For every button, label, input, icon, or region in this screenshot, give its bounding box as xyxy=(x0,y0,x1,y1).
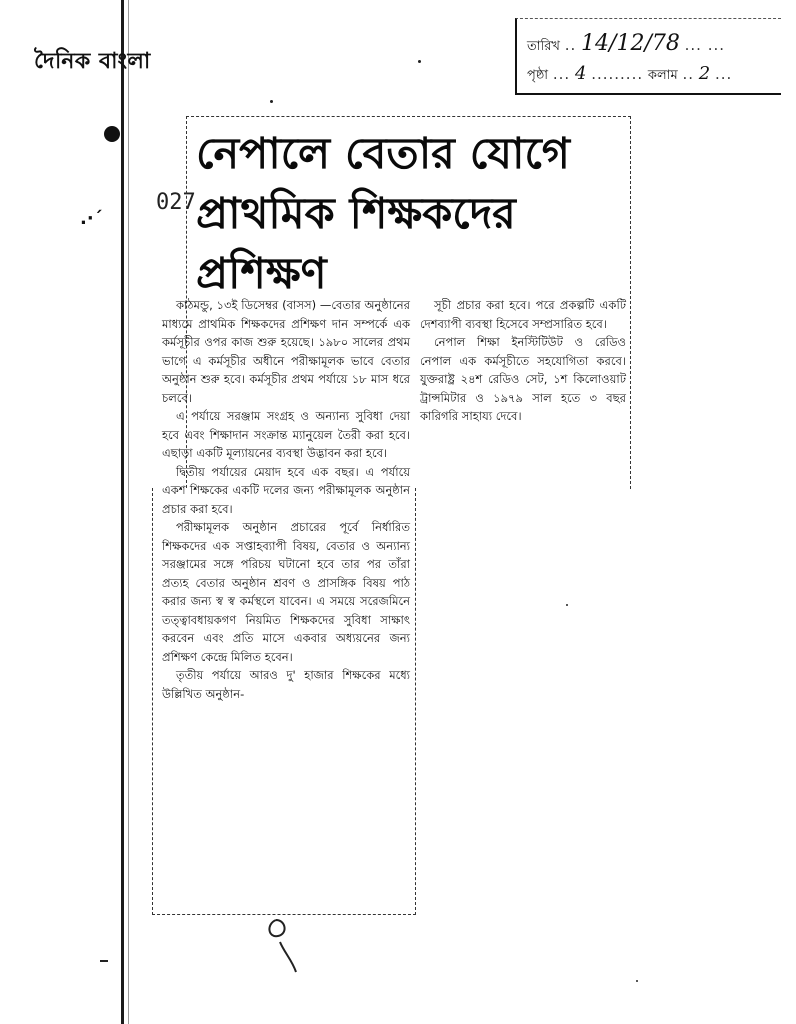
stamp-date-label: তারিখ xyxy=(527,39,560,54)
stamp-date-value: 14/12/78 xyxy=(581,31,680,56)
archive-stamp xyxy=(515,18,781,95)
article-headline: নেপালে বেতার যোগে প্রাথমিক শিক্ষকদের প্রশিক্ষণ xyxy=(196,129,570,299)
ink-speck xyxy=(418,60,421,63)
margin-line xyxy=(121,0,124,1024)
article-column-right xyxy=(420,296,626,426)
ink-speck xyxy=(566,604,568,606)
stamp-page-label: পৃষ্ঠা xyxy=(527,68,549,83)
stamp-date-row: তারিখ .. 14/12/78 ... ... xyxy=(527,31,726,56)
stamp-page-row: পৃষ্ঠা ... 4 ......... কলাম .. 2 ... xyxy=(527,63,733,84)
article-paragraph: তৃতীয় পর্যায়ে আরও দু' হাজার শিক্ষকের মধ্যে উল্লিখিত অনুষ্ঠান- xyxy=(162,668,410,701)
punch-hole xyxy=(104,126,120,142)
ink-dots: .·´ xyxy=(80,208,103,229)
clipping-reference-number: 027 xyxy=(156,190,196,215)
article-paragraph: এ পর্যায়ে সরঞ্জাম সংগ্রহ ও অন্যান্য সুবিধা দেয়া হবে এবং শিক্ষাদান সংক্রান্ত ম্যানুয়েল তৈরী করা হবে। এছাড়া একটি মূল্যায়নের ব্যবস্থা উদ্ভাবন করা হবে। xyxy=(162,409,410,460)
margin-line-thin xyxy=(128,0,129,1024)
stamp-page-value: 4 xyxy=(574,63,587,84)
article-paragraph: সূচী প্রচার করা হবে। পরে প্রকল্পটি একটি দেশব্যাপী ব্যবস্থা হিসেবে সম্প্রসারিত হবে। xyxy=(420,298,626,331)
ink-speck xyxy=(270,100,273,103)
margin-tick xyxy=(100,960,108,962)
stamp-column-value: 2 xyxy=(698,63,711,84)
newspaper-name: দৈনিক বাংলা xyxy=(34,49,151,74)
pen-scribble-mark xyxy=(262,912,306,978)
article-paragraph: কাঠমন্ডু, ১৩ই ডিসেম্বর (বাসস) —বেতার অনুষ্ঠানের মাধ্যমে প্রাথমিক শিক্ষকদের প্রশিক্ষণ দান সম্পর্কে এক কর্মসূচীর ওপর কাজ শুরু হয়েছে। ১৯৮০ সালের প্রথম ভাগে এ কর্মসূচীর অধীনে পরীক্ষামূলক ভাবে বেতার অনুষ্ঠান শুরু হবে। কর্মসূচীর প্রথম পর্যায়ে ১৮ মাস ধরে চলবে। xyxy=(162,298,410,405)
ink-speck xyxy=(636,980,638,982)
article-column-left xyxy=(162,296,410,703)
article-paragraph: দ্বিতীয় পর্যায়ের মেয়াদ হবে এক বছর। এ পর্যায়ে একশ শিক্ষকের একটি দলের জন্য পরীক্ষামূলক অনুষ্ঠান প্রচার করা হবে। xyxy=(162,464,410,516)
article-paragraph: পরীক্ষামূলক অনুষ্ঠান প্রচারের পূর্বে নির্ধারিত শিক্ষকদের এক সপ্তাহব্যাপী বিষয়, বেতার ও অন্যান্য সরঞ্জামের সঙ্গে পরিচয় ঘটানো হবে তার পর তাঁরা প্রত্যহ বেতার অনুষ্ঠান শ্রবণ ও প্রাসঙ্গিক বিষয় পাঠ করার জন্য স্ব স্ব কর্মস্থলে যাবেন। এ সময়ে সরেজমিনে তত্ত্বাবধায়কগণ নিয়মিত শিক্ষকদের সুবিধা সাক্ষাৎ করবেন এবং প্রতি মাসে একবার অধ্যয়নের জন্য প্রশিক্ষণ কেন্দ্রে মিলিত হবেন। xyxy=(162,520,410,664)
article-paragraph: নেপাল শিক্ষা ইনস্টিটিউট ও রেডিও নেপাল এক কর্মসূচীতে সহযোগিতা করবে। যুক্তরাষ্ট্র ২৪শ রেডিও সেট, ১শ কিলোওয়াট ট্রান্সমিটার ও ১৯৭৯ সাল হতে ৩ বছর কারিগরি সাহায্য দেবে। xyxy=(420,335,626,423)
stamp-column-label: কলাম xyxy=(647,68,678,83)
